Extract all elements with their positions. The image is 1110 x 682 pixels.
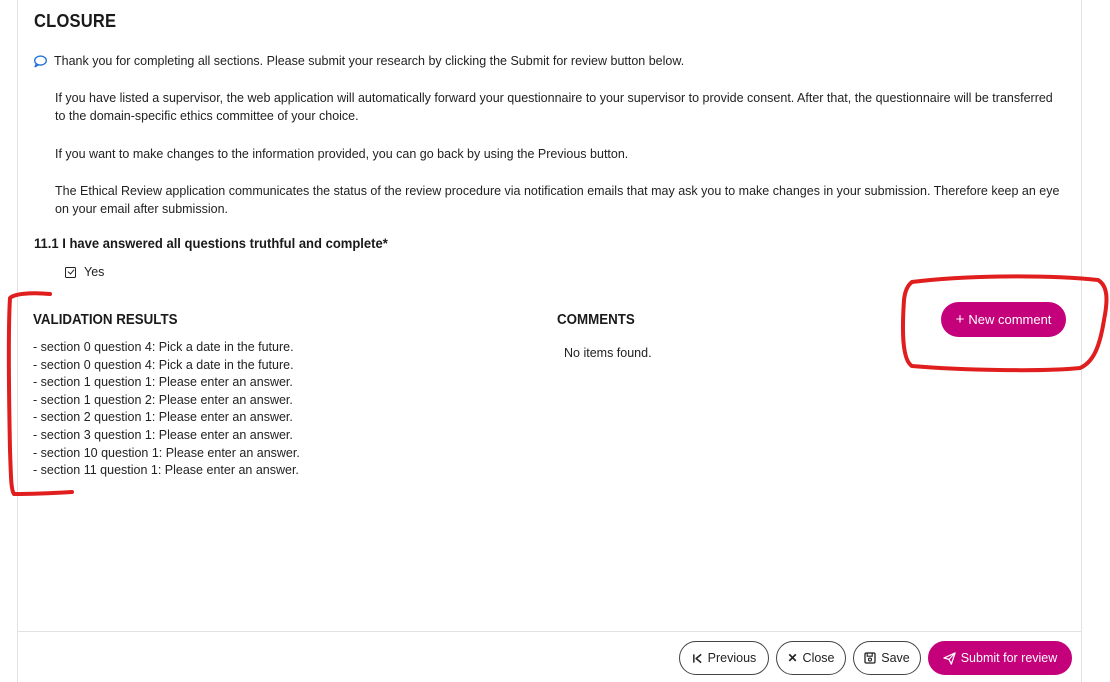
validation-item: - section 10 question 1: Please enter an answer. [33, 445, 300, 460]
validation-item: - section 1 question 1: Please enter an answer. [33, 375, 293, 390]
validation-item: - section 3 question 1: Please enter an answer. [33, 427, 293, 442]
answer-label: Yes [84, 265, 105, 279]
paragraph-supervisor: If you have listed a supervisor, the web application will automatically forward your questionnaire to your supervisor to provide consent. After that, the questionnaire will be transferred to the domain-specific ethics committee of your choice. [55, 91, 1053, 123]
chat-bubble-icon [33, 54, 48, 69]
checkbox-checked-icon [65, 267, 76, 278]
question-title: 11.1 I have answered all questions truthful and complete* [34, 235, 388, 251]
close-label: Close [802, 651, 835, 665]
new-comment-label: New comment [968, 312, 1052, 327]
validation-item: - section 11 question 1: Please enter an answer. [33, 463, 299, 478]
answer-yes [65, 265, 104, 279]
previous-label: Previous [707, 651, 757, 665]
new-comment-button[interactable] [941, 302, 1066, 337]
close-button[interactable] [776, 641, 846, 675]
comments-heading: COMMENTS [557, 312, 635, 328]
validation-item: - section 2 question 1: Please enter an answer. [33, 410, 293, 425]
paragraph-previous: If you want to make changes to the information provided, you can go back by using the Previous button. [55, 147, 629, 161]
paragraph-notifications: The Ethical Review application communicates the status of the review procedure via notification emails that may ask you to make changes in your submission. Therefore keep an eye on your email after submission. [55, 184, 1060, 216]
intro-block [33, 52, 1073, 70]
validation-item: - section 0 question 4: Pick a date in the future. [33, 340, 294, 354]
validation-item: - section 0 question 4: Pick a date in the future. [33, 357, 294, 372]
validation-item: - section 1 question 2: Please enter an answer. [33, 392, 293, 407]
intro-text: Thank you for completing all sections. Please submit your research by clicking the Submit for review button below. [54, 54, 685, 68]
validation-list [33, 339, 300, 480]
submit-for-review-button[interactable] [928, 641, 1072, 675]
plus-icon: + [955, 311, 965, 328]
comments-empty: No items found. [564, 346, 652, 360]
skip-back-icon [692, 653, 703, 664]
page-title: CLOSURE [34, 11, 117, 31]
x-icon: ✕ [787, 651, 798, 665]
submit-label: Submit for review [960, 651, 1058, 665]
validation-heading: VALIDATION RESULTS [33, 312, 178, 328]
save-disk-icon [864, 652, 876, 664]
previous-button[interactable] [679, 641, 769, 675]
footer-divider [18, 631, 1081, 632]
paper-plane-icon [943, 652, 956, 665]
save-label: Save [881, 651, 910, 665]
save-button[interactable] [853, 641, 921, 675]
